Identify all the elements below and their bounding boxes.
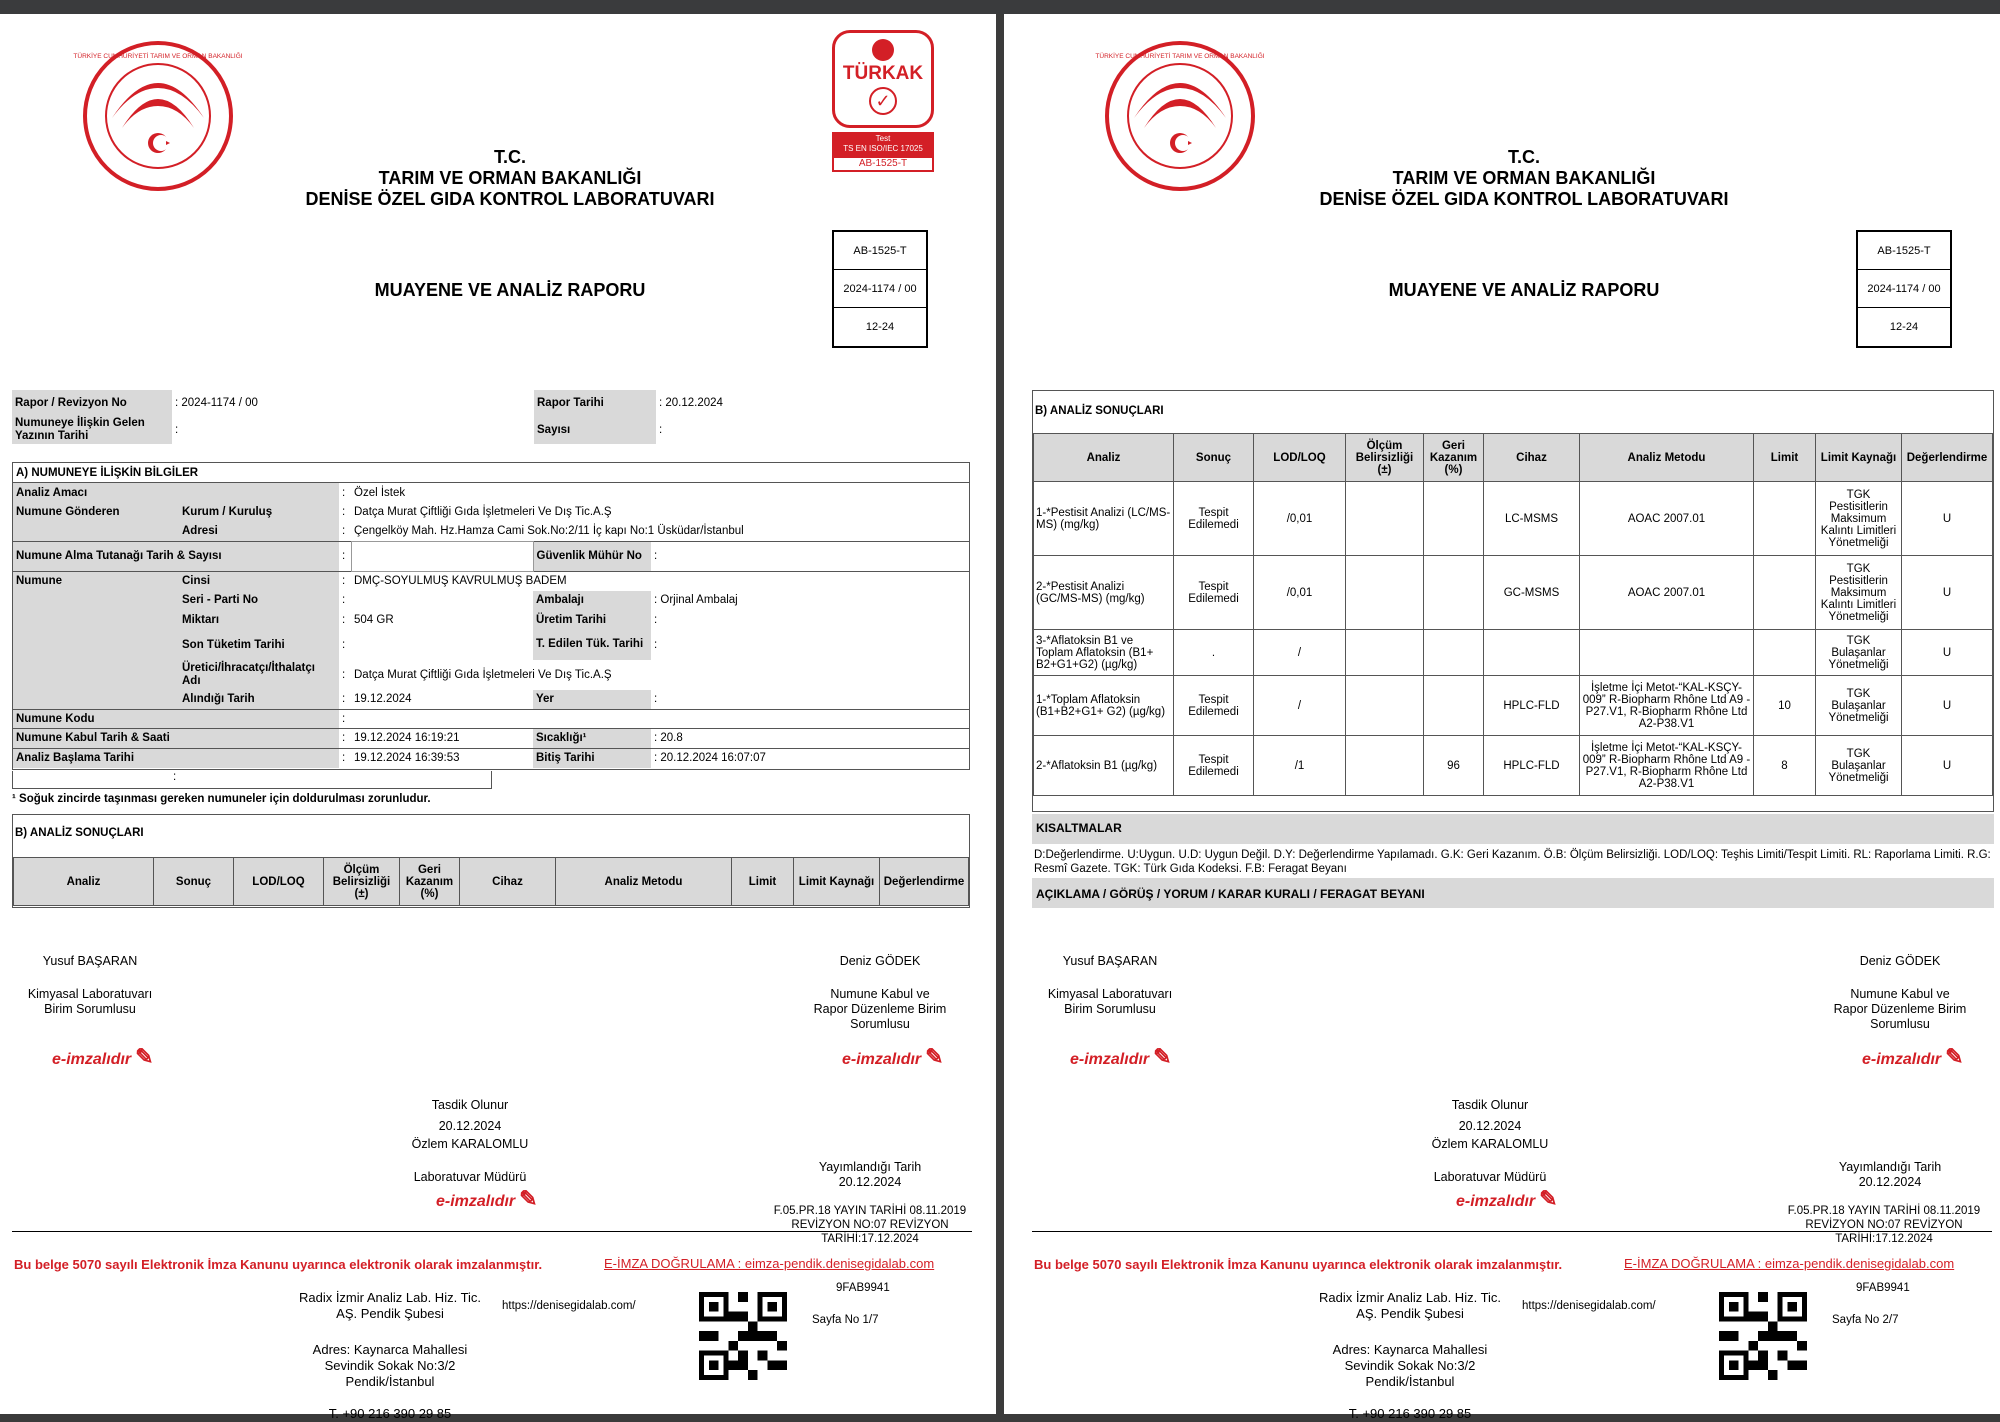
left-signer-title2: Birim Sorumlusu <box>1064 1002 1156 1016</box>
cell-limit-source: TGK Bulaşanlar Yönetmeliği <box>1816 736 1902 796</box>
esign-label: e-imzalıdır <box>1070 1051 1150 1068</box>
address-label: Adresi <box>179 522 339 542</box>
abbreviations-title: KISALTMALAR <box>1032 814 1994 844</box>
approval-label: Tasdik Olunur <box>1451 1098 1529 1112</box>
manager-esign <box>436 1186 538 1212</box>
colon: : <box>342 732 346 745</box>
cell-device: GC-MSMS <box>1484 556 1580 630</box>
col-device: Cihaz <box>1484 434 1580 482</box>
esign-verify-link[interactable]: E-İMZA DOĞRULAMA : eimza-pendik.denisegidalab.com <box>1624 1256 1955 1271</box>
col-device: Cihaz <box>460 858 556 906</box>
col-evaluation: Değerlendirme <box>1902 434 1993 482</box>
package-value: : Orjinal Ambalaj <box>654 594 738 607</box>
col-result: Sonuç <box>1174 434 1254 482</box>
header <box>200 147 820 210</box>
cell-method: AOAC 2007.01 <box>1580 482 1754 556</box>
colon: : <box>342 638 346 651</box>
turkak-name: TÜRKAK <box>842 63 924 84</box>
pen-icon: ✎ <box>519 1186 538 1211</box>
left-signer-name: Yusuf BAŞARAN <box>1062 954 1158 968</box>
col-uncertainty: Ölçüm Belirsizliği (±) <box>324 858 400 906</box>
section-b-title: B) ANALİZ SONUÇLARI <box>15 827 144 839</box>
cell-device: HPLC-FLD <box>1484 676 1580 736</box>
pen-icon: ✎ <box>1539 1186 1558 1211</box>
cell-result: . <box>1174 630 1254 676</box>
institution-value: Datça Murat Çiftliği Gıda İşletmeleri Ve Dış Tic.A.Ş <box>354 505 612 518</box>
count-label: Sayısı <box>534 416 656 444</box>
cell-limit <box>1754 556 1816 630</box>
type-value: DMÇ-SOYULMUŞ KAVRULMUŞ BADEM <box>354 575 567 587</box>
esign-law-text: Bu belge 5070 sayılı Elektronik İmza Kanunu uyarınca elektronik olarak imzalanmıştır. <box>1034 1257 1563 1272</box>
left-signer <box>20 954 160 1017</box>
table-row <box>1034 556 1993 630</box>
col-limit: Limit <box>1754 434 1816 482</box>
col-lod: LOD/LOQ <box>234 858 324 906</box>
form-info <box>760 1204 980 1246</box>
code-accreditation: AB-1525-T <box>834 232 926 270</box>
seal-label: Güvenlik Mühür No <box>533 541 651 571</box>
pen-icon: ✎ <box>1945 1044 1964 1069</box>
end-date-label: Bitiş Tarihi <box>533 748 651 768</box>
left-signer <box>1040 954 1180 1017</box>
right-signer-title3: Sorumlusu <box>850 1017 910 1031</box>
manager-title: Laboratuvar Müdürü <box>413 1170 527 1184</box>
cell-limit-source: TGK Pestisitlerin Maksimum Kalıntı Limitleri Yönetmeliği <box>1816 482 1902 556</box>
sample-label: Numune <box>13 571 179 591</box>
left-esign <box>1070 1044 1172 1070</box>
colon: : <box>342 668 346 681</box>
code-period: 12-24 <box>865 321 895 333</box>
revision-no: REVİZYON NO:07 REVİZYON <box>1805 1219 1963 1231</box>
code-report: 2024-1174 / 00 <box>1858 270 1950 308</box>
address-line1: Adres: Kaynarca Mahallesi <box>312 1342 468 1357</box>
expiry-label: Son Tüketim Tarihi <box>179 630 339 660</box>
header-ministry: TARIM VE ORMAN BAKANLIĞI <box>1392 168 1656 188</box>
cell-method: İşletme İçi Metot-“KAL-KSÇY-009” R-Biopharm Rhône Ltd A9 -P27.V1, R-Biopharm Rhône Ltd A2-P38.V1 <box>1580 676 1754 736</box>
colon: : <box>342 693 346 705</box>
analysis-start-value: 19.12.2024 16:39:53 <box>354 752 460 764</box>
company-name: Radix İzmir Analiz Lab. Hiz. Tic. <box>1318 1290 1502 1305</box>
viewer-top-bar <box>0 0 2000 14</box>
logo-ring-text: TÜRKİYE CUMHURİYETİ TARIM VE ORMAN BAKANLIĞI <box>73 53 243 60</box>
report-no: : 2024-1174 / 00 <box>175 397 258 409</box>
turkak-logo: TÜRKAK ✓ Test TS EN ISO/IEC 17025 AB-1525-T <box>832 30 934 180</box>
approval-date: 20.12.2024 <box>1458 1119 1522 1133</box>
page-number: Sayfa No 1/7 <box>812 1314 879 1326</box>
right-signer-title2: Rapor Düzenleme Birim <box>1833 1002 1967 1016</box>
website-link[interactable]: https://denisegidalab.com/ <box>502 1300 636 1312</box>
address-line1: Adres: Kaynarca Mahallesi <box>1332 1342 1488 1357</box>
right-signer <box>1820 954 1980 1032</box>
cell-limit-source: TGK Bulaşanlar Yönetmeliği <box>1816 630 1902 676</box>
header-lab: DENİSE ÖZEL GIDA KONTROL LABORATUVARI <box>1319 189 1729 209</box>
results-table <box>1033 433 1993 796</box>
cell-limit: 10 <box>1754 676 1816 736</box>
footnote: ¹ Soğuk zincirde taşınması gereken numuneler için doldurulması zorunludur. <box>12 793 431 805</box>
cell-limit-source: TGK Pestisitlerin Maksimum Kalıntı Limitleri Yönetmeliği <box>1816 556 1902 630</box>
footer-divider <box>12 1231 972 1232</box>
cell-recovery <box>1424 556 1484 630</box>
phone: T. +90 216 390 29 85 <box>328 1406 452 1421</box>
publish-date: 20.12.2024 <box>1858 1175 1922 1189</box>
cell-uncertainty <box>1346 736 1424 796</box>
left-signer-name: Yusuf BAŞARAN <box>42 954 138 968</box>
header <box>1214 147 1834 210</box>
col-evaluation: Değerlendirme <box>880 858 969 906</box>
sample-code-label: Numune Kodu <box>13 709 339 729</box>
right-signer <box>800 954 960 1032</box>
approval-block <box>1420 1098 1560 1185</box>
approval-block <box>400 1098 540 1185</box>
table-row <box>1034 482 1993 556</box>
left-esign <box>52 1044 154 1070</box>
qr-code <box>1718 1292 1808 1380</box>
cell-analysis: 1-*Pestisit Analizi (LC/MS-MS) (mg/kg) <box>1034 482 1174 556</box>
table-row <box>1034 736 1993 796</box>
right-signer-title3: Sorumlusu <box>1870 1017 1930 1031</box>
colon: : <box>342 752 346 764</box>
right-signer-title2: Rapor Düzenleme Birim <box>813 1002 947 1016</box>
form-code: F.05.PR.18 YAYIN TARİHİ 08.11.2019 <box>1787 1205 1981 1217</box>
cell-lod: / <box>1254 676 1346 736</box>
colon: : <box>654 638 658 651</box>
right-signer-name: Deniz GÖDEK <box>839 954 921 968</box>
page-number: Sayfa No 2/7 <box>1832 1314 1899 1326</box>
colon: : <box>342 575 346 587</box>
col-analysis: Analiz <box>1034 434 1174 482</box>
colon: : <box>342 613 346 626</box>
colon: : <box>342 505 346 518</box>
results-header-table <box>13 857 969 906</box>
colon: : <box>342 594 346 607</box>
cell-evaluation: U <box>1902 482 1993 556</box>
cell-uncertainty <box>1346 676 1424 736</box>
col-method: Analiz Metodu <box>556 858 732 906</box>
col-recovery: Geri Kazanım (%) <box>400 858 460 906</box>
revision-date: TARİHİ:17.12.2024 <box>821 1233 919 1245</box>
right-esign <box>842 1044 944 1070</box>
esign-label: e-imzalıdır <box>1862 1051 1942 1068</box>
place-label: Yer <box>533 690 651 710</box>
cell-lod: /1 <box>1254 736 1346 796</box>
qr-code <box>698 1292 788 1380</box>
cell-device <box>1484 630 1580 676</box>
publish-label: Yayımlandığı Tarih <box>1838 1160 1942 1174</box>
company-block <box>1310 1290 1510 1422</box>
record-label: Numune Alma Tutanağı Tarih & Sayısı <box>13 541 339 571</box>
colon: : <box>342 525 346 537</box>
quantity-value: 504 GR <box>354 613 394 626</box>
verify-code: 9FAB9941 <box>1856 1282 1910 1294</box>
col-analysis: Analiz <box>14 858 154 906</box>
cell-recovery <box>1424 482 1484 556</box>
cell-evaluation: U <box>1902 630 1993 676</box>
publish-date: 20.12.2024 <box>838 1175 902 1189</box>
received-date-label: Alındığı Tarih <box>179 690 339 710</box>
received-date-value: 19.12.2024 <box>354 693 412 705</box>
cell-limit-source: TGK Bulaşanlar Yönetmeliği <box>1816 676 1902 736</box>
colon: : <box>342 712 346 725</box>
publish-block <box>1830 1160 1950 1190</box>
turkak-standard: TS EN ISO/IEC 17025 <box>843 144 923 153</box>
cell-device: LC-MSMS <box>1484 482 1580 556</box>
cell-evaluation: U <box>1902 556 1993 630</box>
section-a-title: A) NUMUNEYE İLİŞKİN BİLGİLER <box>13 463 969 483</box>
cell-lod: /0,01 <box>1254 556 1346 630</box>
cell-recovery: 96 <box>1424 736 1484 796</box>
manager-name: Özlem KARALOMLU <box>411 1137 529 1151</box>
address-line3: Pendik/İstanbul <box>1365 1374 1455 1389</box>
revision-date: TARİHİ:17.12.2024 <box>1835 1233 1933 1245</box>
cell-result: Tespit Edilemedi <box>1174 736 1254 796</box>
verify-code: 9FAB9941 <box>836 1282 890 1294</box>
left-signer-title1: Kimyasal Laboratuvarı <box>1047 987 1173 1001</box>
company-block <box>290 1290 490 1422</box>
right-esign <box>1862 1044 1964 1070</box>
approval-date: 20.12.2024 <box>438 1119 502 1133</box>
temperature-label: Sıcaklığı¹ <box>533 729 651 749</box>
cell-device: HPLC-FLD <box>1484 736 1580 796</box>
address-line3: Pendik/İstanbul <box>345 1374 435 1389</box>
website-link[interactable]: https://denisegidalab.com/ <box>1522 1300 1656 1312</box>
report-title: MUAYENE VE ANALİZ RAPORU <box>374 280 646 300</box>
abbreviations-text: D:Değerlendirme. U:Uygun. U.D: Uygun Değil. D.Y: Değerlendirme Yapılamadı. G.K: Geri Kazanım. Ö.B: Ölçüm Belirsizliği. LOD/LOQ: Teşhis Limiti/Tespit Limiti. RL: Raporlama Limiti. R.G: Resmî Gazete. TGK: Türk Gıda Kodeksi. F.B: Feragat Beyanı <box>1034 849 1991 875</box>
producer-label: Üretici/İhracatçı/İthalatçı Adı <box>179 660 339 690</box>
colon: : <box>342 486 346 499</box>
letter-date-label: Numuneye İlişkin Gelen Yazının Tarihi <box>12 416 172 444</box>
cell-lod: /0,01 <box>1254 482 1346 556</box>
esign-label: e-imzalıdır <box>1456 1193 1536 1210</box>
logo-ring-text: TÜRKİYE CUMHURİYETİ TARIM VE ORMAN BAKANLIĞI <box>1095 53 1265 60</box>
document-code-box <box>832 230 928 348</box>
left-signer-title2: Birim Sorumlusu <box>44 1002 136 1016</box>
cell-analysis: 3-*Aflatoksin B1 ve Toplam Aflatoksin (B1+ B2+G1+G2) (µg/kg) <box>1034 630 1174 676</box>
document-code-box <box>1856 230 1952 348</box>
col-uncertainty: Ölçüm Belirsizliği (±) <box>1346 434 1424 482</box>
analysis-start-label: Analiz Başlama Tarihi <box>13 748 339 768</box>
col-lod: LOD/LOQ <box>1254 434 1346 482</box>
cell-evaluation: U <box>1902 736 1993 796</box>
company-name: Radix İzmir Analiz Lab. Hiz. Tic. <box>298 1290 482 1305</box>
left-signer-title1: Kimyasal Laboratuvarı <box>27 987 153 1001</box>
col-limit: Limit <box>732 858 794 906</box>
colon: : <box>654 693 658 705</box>
purpose-value: Özel İstek <box>354 486 406 499</box>
count-value: : <box>659 424 663 436</box>
esign-verify-link[interactable]: E-İMZA DOĞRULAMA : eimza-pendik.denisegidalab.com <box>604 1256 935 1271</box>
cell-method <box>1580 630 1754 676</box>
header-ministry: TARIM VE ORMAN BAKANLIĞI <box>378 168 642 188</box>
form-info <box>1774 1204 1994 1246</box>
cell-uncertainty <box>1346 630 1424 676</box>
revision-no: REVİZYON NO:07 REVİZYON <box>791 1219 949 1231</box>
report-date: : 20.12.2024 <box>659 397 723 409</box>
address-line2: Sevindik Sokak No:3/2 <box>324 1358 456 1373</box>
purpose-label: Analiz Amacı <box>13 483 339 503</box>
code-period: 12-24 <box>1889 321 1919 333</box>
sender-label: Numune Gönderen <box>13 502 179 522</box>
cell-result: Tespit Edilemedi <box>1174 676 1254 736</box>
cell-evaluation: U <box>1902 676 1993 736</box>
end-date-value: : 20.12.2024 16:07:07 <box>654 752 766 764</box>
col-method: Analiz Metodu <box>1580 434 1754 482</box>
institution-label: Kurum / Kuruluş <box>179 502 339 522</box>
cell-uncertainty <box>1346 482 1424 556</box>
right-signer-title1: Numune Kabul ve <box>830 987 930 1001</box>
report-page-2 <box>1004 14 2000 1421</box>
company-branch: AŞ. Pendik Şubesi <box>1356 1306 1464 1321</box>
turkak-code: AB-1525-T <box>832 156 934 172</box>
table-row <box>1034 630 1993 676</box>
approval-label: Tasdik Olunur <box>431 1098 509 1112</box>
right-signer-title1: Numune Kabul ve <box>1850 987 1950 1001</box>
temperature-value: : 20.8 <box>654 732 683 745</box>
report-date-label: Rapor Tarihi <box>534 390 656 416</box>
sample-info-section <box>12 462 970 770</box>
cell-recovery <box>1424 676 1484 736</box>
section-b-title: B) ANALİZ SONUÇLARI <box>1035 405 1164 417</box>
manager-name: Özlem KARALOMLU <box>1431 1137 1549 1151</box>
cell-recovery <box>1424 630 1484 676</box>
colon: : <box>654 550 658 562</box>
code-accreditation: AB-1525-T <box>1858 232 1950 270</box>
esign-label: e-imzalıdır <box>842 1051 922 1068</box>
declaration-title: AÇIKLAMA / GÖRÜŞ / YORUM / KARAR KURALI / FERAGAT BEYANI <box>1032 878 1994 908</box>
report-title: MUAYENE VE ANALİZ RAPORU <box>1388 280 1660 300</box>
publish-block <box>810 1160 930 1190</box>
cell-limit <box>1754 482 1816 556</box>
pen-icon: ✎ <box>135 1044 154 1069</box>
col-limit-source: Limit Kaynağı <box>794 858 880 906</box>
esign-label: e-imzalıdır <box>436 1193 516 1210</box>
table-row <box>1034 676 1993 736</box>
esign-label: e-imzalıdır <box>52 1051 132 1068</box>
cell-limit: 8 <box>1754 736 1816 796</box>
publish-label: Yayımlandığı Tarih <box>818 1160 922 1174</box>
letter-date-value: : <box>175 424 179 436</box>
colon: : <box>342 550 346 562</box>
pen-icon: ✎ <box>925 1044 944 1069</box>
report-meta <box>12 390 732 444</box>
cell-method: İşletme İçi Metot-“KAL-KSÇY-009” R-Biopharm Rhône Ltd A9 -P27.V1, R-Biopharm Rhône Ltd A2-P38.V1 <box>1580 736 1754 796</box>
address-line2: Sevindik Sokak No:3/2 <box>1344 1358 1476 1373</box>
sample-info-table <box>13 463 969 768</box>
producer-value: Datça Murat Çiftliği Gıda İşletmeleri Ve Dış Tic.A.Ş <box>354 668 612 681</box>
header-lab: DENİSE ÖZEL GIDA KONTROL LABORATUVARI <box>305 189 715 209</box>
phone: T. +90 216 390 29 85 <box>1348 1406 1472 1421</box>
code-report: 2024-1174 / 00 <box>834 270 926 308</box>
package-label: Ambalajı <box>533 591 651 611</box>
analysis-results-section <box>1032 390 1994 812</box>
esign-law-text: Bu belge 5070 sayılı Elektronik İmza Kanunu uyarınca elektronik olarak imzalanmıştır. <box>14 1257 543 1272</box>
best-before-label: T. Edilen Tük. Tarihi <box>533 630 651 660</box>
production-date-label: Üretim Tarihi <box>533 610 651 630</box>
manager-title: Laboratuvar Müdürü <box>1433 1170 1547 1184</box>
quantity-label: Miktarı <box>179 610 339 630</box>
manager-esign <box>1456 1186 1558 1212</box>
right-signer-name: Deniz GÖDEK <box>1859 954 1941 968</box>
report-page-1 <box>0 14 996 1421</box>
cell-method: AOAC 2007.01 <box>1580 556 1754 630</box>
company-branch: AŞ. Pendik Şubesi <box>336 1306 444 1321</box>
lot-label: Seri - Parti No <box>179 591 339 611</box>
header-tc: T.C. <box>493 147 526 167</box>
extra-row: : <box>12 771 492 789</box>
header-tc: T.C. <box>1507 147 1540 167</box>
col-result: Sonuç <box>154 858 234 906</box>
col-recovery: Geri Kazanım (%) <box>1424 434 1484 482</box>
cell-limit <box>1754 630 1816 676</box>
cell-analysis: 2-*Aflatoksin B1 (µg/kg) <box>1034 736 1174 796</box>
col-limit-source: Limit Kaynağı <box>1816 434 1902 482</box>
pen-icon: ✎ <box>1153 1044 1172 1069</box>
cell-lod: / <box>1254 630 1346 676</box>
address-value: Çengelköy Mah. Hz.Hamza Cami Sok.No:2/11 İç kapı No:1 Üsküdar/İstanbul <box>354 525 744 537</box>
form-code: F.05.PR.18 YAYIN TARİHİ 08.11.2019 <box>773 1205 967 1217</box>
acceptance-value: 19.12.2024 16:19:21 <box>354 732 460 745</box>
cell-analysis: 2-*Pestisit Analizi (GC/MS-MS) (mg/kg) <box>1034 556 1174 630</box>
turkak-test: Test <box>875 134 891 143</box>
cell-result: Tespit Edilemedi <box>1174 482 1254 556</box>
cell-analysis: 1-*Toplam Aflatoksin (B1+B2+G1+ G2) (µg/kg) <box>1034 676 1174 736</box>
type-label: Cinsi <box>179 571 339 591</box>
report-no-label: Rapor / Revizyon No <box>12 390 172 416</box>
colon: : <box>654 613 658 626</box>
cell-uncertainty <box>1346 556 1424 630</box>
analysis-results-section <box>12 814 970 908</box>
cell-result: Tespit Edilemedi <box>1174 556 1254 630</box>
footer-divider <box>1032 1231 1992 1232</box>
acceptance-label: Numune Kabul Tarih & Saati <box>13 729 339 749</box>
